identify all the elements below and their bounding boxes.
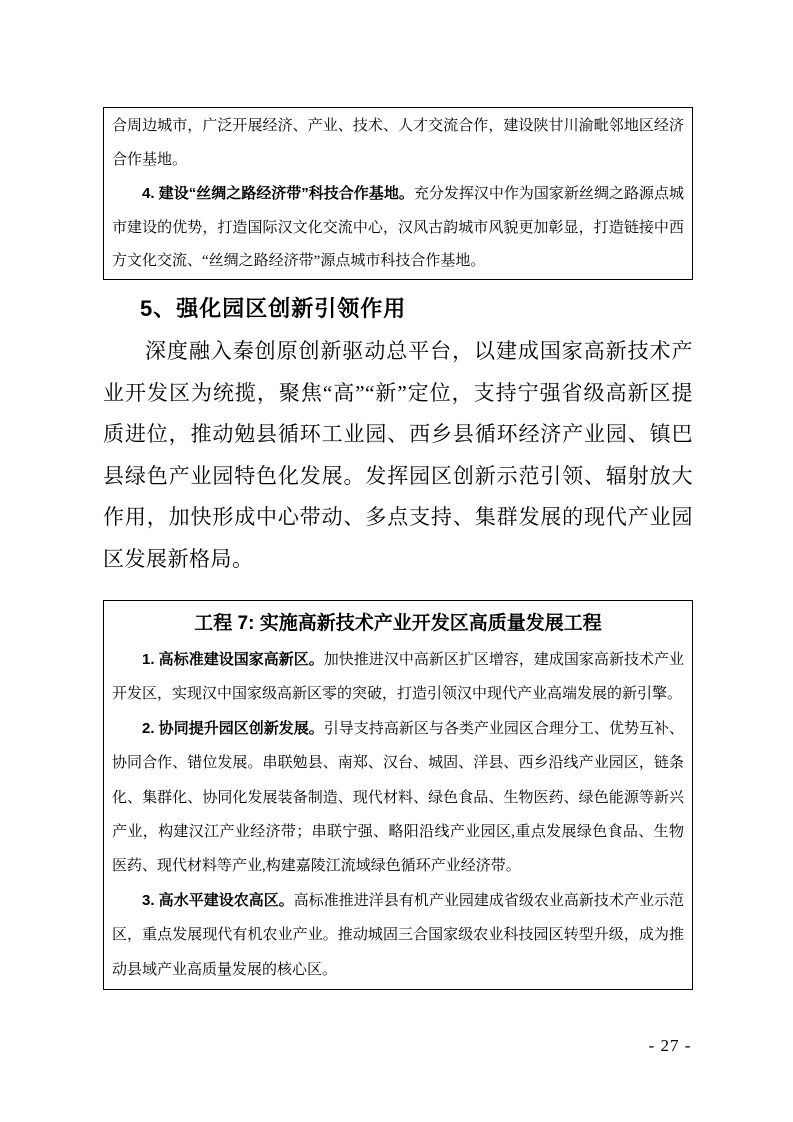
project7-box	[103, 600, 693, 990]
item2-body-text: 引导支持高新区与各类产业园区合理分工、优势互补、协同合作、错位发展。串联勉县、南郑、汉台、城固、洋县、西乡沿线产业园区，链条化、集群化、协同化发展装备制造、现代材料、绿色食品、生物医药、绿色能源等新兴产业，构建汉江产业经济带；串联宁强、略阳沿线产业园区,重点发展绿色食品、生物医药、现代材料等产业,构建嘉陵江流域绿色循环产业经济带。	[112, 720, 684, 875]
item3-body-text: 高标准推进洋县有机产业园建成省级农业高新技术产业示范区，重点发展现代有机农业产业。推动城固三合国家级农业科技园区转型升级，成为推动县域产业高质量发展的核心区。	[112, 892, 684, 978]
project7-item-1	[112, 643, 684, 712]
section-heading: 5、强化园区创新引领作用	[140, 296, 407, 321]
project7-item-3	[112, 884, 684, 987]
callout-paragraph-continuation: 合周边城市，广泛开展经济、产业、技术、人才交流合作，建设陕甘川渝毗邻地区经济合作基地。	[112, 118, 684, 168]
item4-bold-lead: 4. 建设“丝绸之路经济带”科技合作基地。	[142, 185, 414, 202]
callout-paragraph-item4	[112, 177, 684, 279]
item2-bold-lead: 2. 协同提升园区创新发展。	[142, 719, 324, 737]
project7-item-2	[112, 712, 684, 884]
project7-box-title: 工程 7: 实施高新技术产业开发区高质量发展工程	[194, 613, 602, 634]
item4-body-text: 充分发挥汉中作为国家新丝绸之路源点城市建设的优势，打造国际汉文化交流中心，汉风古韵城市风貌更加彰显，打造链接中西方文化交流、“丝绸之路经济带”源点城市科技合作基地。	[112, 186, 684, 269]
section-body-paragraph: 深度融入秦创原创新驱动总平台，以建成国家高新技术产业开发区为统揽，聚焦“高”“新”定位，支持宁强省级高新区提质进位，推动勉县循环工业园、西乡县循环经济产业园、镇巴县绿色产业园特色化发展。发挥园区创新示范引领、辐射放大作用，加快形成中心带动、多点支持、集群发展的现代产业园区发展新格局。	[103, 339, 693, 571]
page-number: - 27 -	[648, 1036, 692, 1055]
item1-body-text: 加快推进汉中高新区扩区增容，建成国家高新技术产业开发区，实现汉中国家级高新区零的突破，打造引领汉中现代产业高端发展的新引擎。	[112, 652, 684, 703]
item1-bold-lead: 1. 高标准建设国家高新区。	[142, 651, 324, 668]
silk-road-callout-box	[103, 107, 693, 280]
item3-bold-lead: 3. 高水平建设农高区。	[142, 891, 294, 909]
